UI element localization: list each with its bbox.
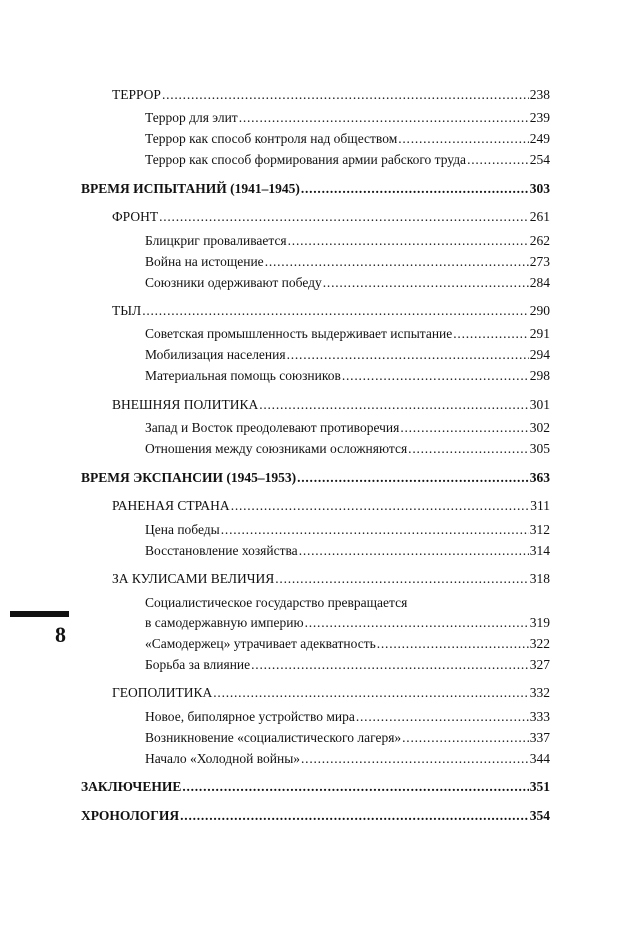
toc-entry-page: 327 xyxy=(529,657,550,672)
toc-entry-page: 319 xyxy=(529,615,550,630)
leader-dots xyxy=(323,273,529,293)
toc-entry-page: 322 xyxy=(529,636,550,651)
toc-chapter xyxy=(81,468,550,488)
leader-dots xyxy=(377,634,529,654)
toc-entry-page: 363 xyxy=(529,470,550,485)
toc-entry xyxy=(112,207,550,227)
toc-entry-page: 291 xyxy=(529,326,550,341)
leader-dots xyxy=(287,345,529,365)
toc-entry-title: Борьба за влияние xyxy=(145,657,251,672)
leader-dots xyxy=(356,707,529,727)
leader-dots xyxy=(400,418,528,438)
page-number-bar xyxy=(10,611,69,617)
toc-entry-title: ЗАКЛЮЧЕНИЕ xyxy=(81,779,182,794)
toc-entry-page: 305 xyxy=(529,441,550,456)
toc-entry xyxy=(145,749,550,769)
toc-entry-title: Новое, биполярное устройство мира xyxy=(145,709,355,724)
toc-chapter xyxy=(81,179,550,199)
toc-entry-page: 254 xyxy=(529,152,550,167)
toc-entry-title: ФРОНТ xyxy=(112,209,159,224)
toc-entry-page: 301 xyxy=(529,397,550,412)
leader-dots xyxy=(402,728,529,748)
toc-entry xyxy=(112,496,550,516)
toc-entry-page: 238 xyxy=(529,87,550,102)
leader-dots xyxy=(221,520,529,540)
toc-entry-page: 261 xyxy=(529,209,550,224)
toc-entry xyxy=(145,728,550,748)
toc-entry-title: Отношения между союзниками осложняются xyxy=(145,441,408,456)
toc-entry xyxy=(145,593,550,633)
leader-dots xyxy=(301,749,529,769)
toc-entry xyxy=(112,301,550,321)
toc-entry-page: 314 xyxy=(529,543,550,558)
toc-entry-page: 318 xyxy=(529,571,550,586)
leader-dots xyxy=(299,541,529,561)
toc-entry xyxy=(145,655,550,675)
toc-entry xyxy=(145,541,550,561)
leader-dots xyxy=(162,85,529,105)
toc-entry-page: 284 xyxy=(529,275,550,290)
toc-chapter xyxy=(81,806,550,826)
toc-entry-page: 311 xyxy=(530,498,550,513)
toc-entry-title: ТЕРРОР xyxy=(112,87,161,102)
toc-entry-page: 354 xyxy=(529,808,550,823)
leader-dots xyxy=(305,613,529,633)
leader-dots xyxy=(297,468,529,488)
toc-entry xyxy=(145,324,550,344)
toc-entry-page: 249 xyxy=(529,131,550,146)
toc-entry xyxy=(145,150,550,170)
leader-dots xyxy=(301,179,529,199)
toc-entry xyxy=(145,108,550,128)
toc-entry-page: 332 xyxy=(529,685,550,700)
toc-entry-title: Восстановление хозяйства xyxy=(145,543,298,558)
toc-entry xyxy=(145,345,550,365)
leader-dots xyxy=(180,806,529,826)
toc-entry-page: 290 xyxy=(529,303,550,318)
toc-entry-page: 298 xyxy=(529,368,550,383)
leader-dots xyxy=(213,683,528,703)
toc-entry-page: 344 xyxy=(529,751,550,766)
toc-entry xyxy=(112,395,550,415)
toc-entry-title: Цена победы xyxy=(145,522,220,537)
toc-entry-title: Блицкриг проваливается xyxy=(145,233,287,248)
leader-dots xyxy=(408,439,529,459)
toc-entry-title: Начало «Холодной войны» xyxy=(145,751,301,766)
toc-entry-page: 302 xyxy=(529,420,550,435)
toc-entry xyxy=(145,707,550,727)
toc-entry-title: ГЕОПОЛИТИКА xyxy=(112,685,213,700)
leader-dots xyxy=(159,207,529,227)
toc-entry-title: Материальная помощь союзников xyxy=(145,368,341,383)
toc-entry-title: Возникновение «социалистического лагеря» xyxy=(145,730,402,745)
toc-entry-title: ВНЕШНЯЯ ПОЛИТИКА xyxy=(112,397,259,412)
toc-entry xyxy=(145,439,550,459)
toc-entry-page: 303 xyxy=(529,181,550,196)
toc-entry-title: ЗА КУЛИСАМИ ВЕЛИЧИЯ xyxy=(112,571,275,586)
toc-entry-title: ХРОНОЛОГИЯ xyxy=(81,808,180,823)
leader-dots xyxy=(239,108,529,128)
toc-entry xyxy=(145,520,550,540)
toc-entry-title-line2: в самодержавную империю xyxy=(145,615,304,630)
toc-entry-page: 333 xyxy=(529,709,550,724)
toc-entry-page: 351 xyxy=(529,779,550,794)
leader-dots xyxy=(453,324,528,344)
toc-entry-title: Союзники одерживают победу xyxy=(145,275,322,290)
toc-entry-title: Террор как способ формирования армии рабского труда xyxy=(145,152,467,167)
leader-dots xyxy=(275,569,528,589)
toc-entry-title: Террор для элит xyxy=(145,110,238,125)
leader-dots xyxy=(251,655,529,675)
toc-entry-page: 312 xyxy=(529,522,550,537)
toc-entry xyxy=(145,252,550,272)
toc-entry-title: Война на истощение xyxy=(145,254,264,269)
toc-chapter xyxy=(81,777,550,797)
toc-entry xyxy=(145,366,550,386)
toc-entry-title: «Самодержец» утрачивает адекватность xyxy=(145,636,376,651)
leader-dots xyxy=(259,395,529,415)
toc-entry-title: ТЫЛ xyxy=(112,303,142,318)
toc-entry xyxy=(145,129,550,149)
leader-dots xyxy=(182,777,528,797)
toc-entry-title: Мобилизация населения xyxy=(145,347,286,362)
leader-dots xyxy=(398,129,529,149)
toc-entry-page: 262 xyxy=(529,233,550,248)
toc-entry-page: 239 xyxy=(529,110,550,125)
toc-entry xyxy=(145,273,550,293)
toc-entry xyxy=(112,569,550,589)
toc-entry xyxy=(112,85,550,105)
toc-entry-title: Советская промышленность выдерживает испытание xyxy=(145,326,453,341)
toc-entry-page: 273 xyxy=(529,254,550,269)
toc-entry xyxy=(145,418,550,438)
toc-entry xyxy=(145,231,550,251)
toc-entry-title-line1: Социалистическое государство превращается xyxy=(145,595,408,610)
leader-dots xyxy=(231,496,530,516)
leader-dots xyxy=(142,301,529,321)
toc-entry-title: Террор как способ контроля над обществом xyxy=(145,131,398,146)
toc-entry xyxy=(112,683,550,703)
leader-dots xyxy=(288,231,529,251)
leader-dots xyxy=(265,252,529,272)
toc-entry xyxy=(145,634,550,654)
toc-entry-page: 337 xyxy=(529,730,550,745)
leader-dots xyxy=(342,366,529,386)
toc-entry-title: ВРЕМЯ ИСПЫТАНИЙ (1941–1945) xyxy=(81,181,300,196)
toc-entry-line2 xyxy=(145,613,550,633)
toc-entry-page: 294 xyxy=(529,347,550,362)
toc-entry-title: Запад и Восток преодолевают противоречия xyxy=(145,420,400,435)
leader-dots xyxy=(467,150,529,170)
toc-entry-title: ВРЕМЯ ЭКСПАНСИИ (1945–1953) xyxy=(81,470,297,485)
toc-entry-title: РАНЕНАЯ СТРАНА xyxy=(112,498,230,513)
page-number: 8 xyxy=(55,622,66,647)
